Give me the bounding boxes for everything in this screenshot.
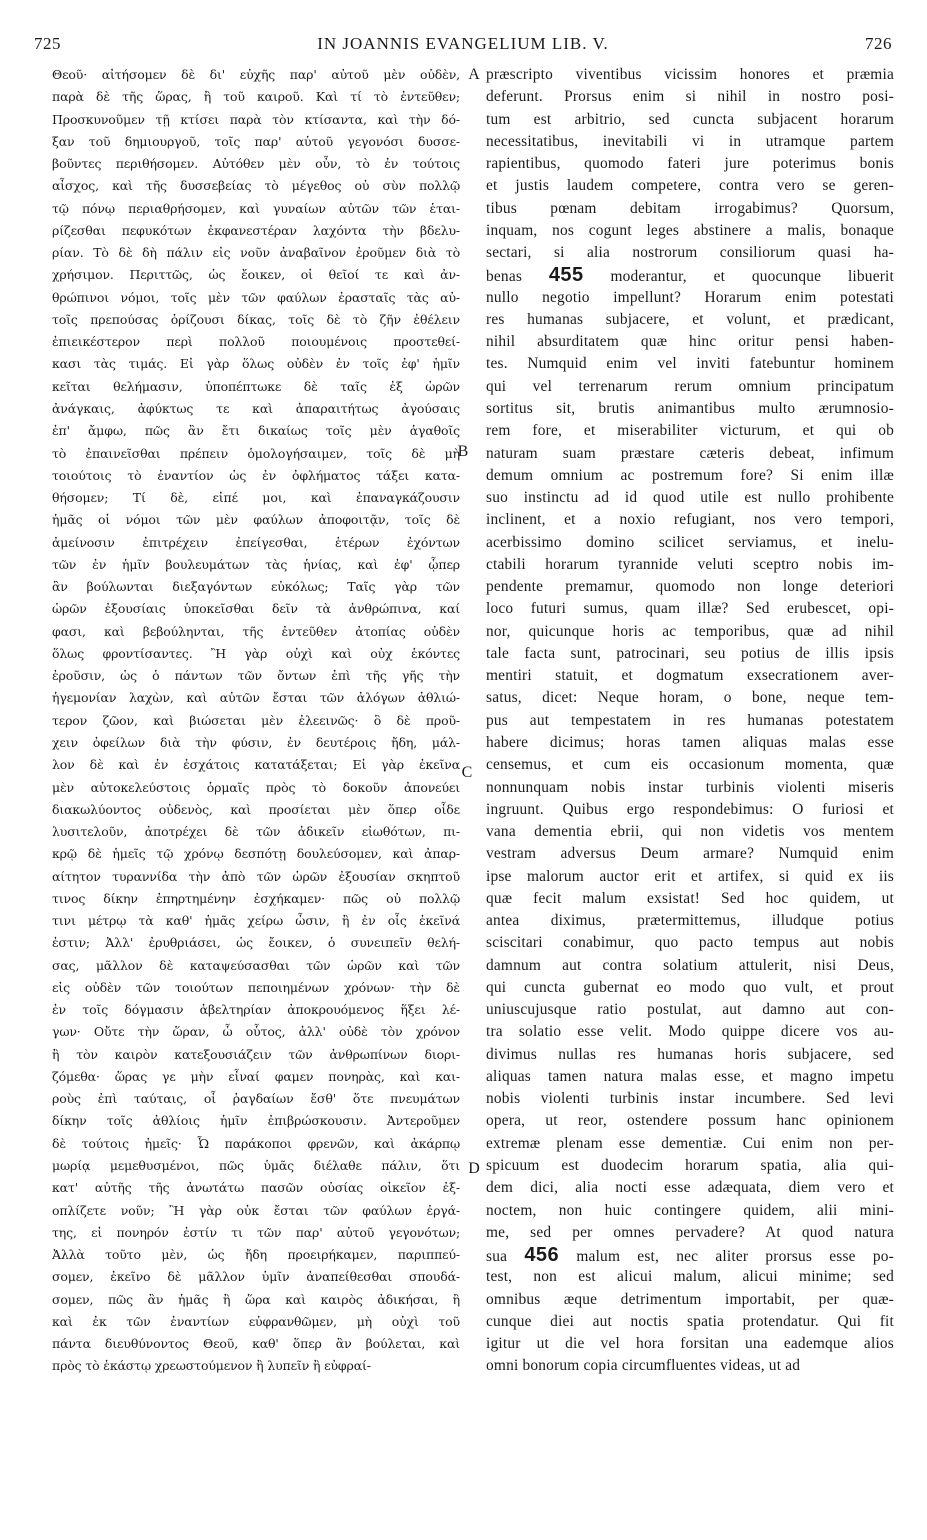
latin-text-line: divimus nullas res humanas horis subjacere, sed [486,1045,894,1063]
latin-text-line: tum est arbitrio, sed cuncta subjacent horarum [486,110,894,128]
greek-text-line: πάντα διευθύνοντος Θεοῦ, καθ' ὅπερ ἂν βούλεται, καὶ [52,1336,460,1352]
greek-text-line: εἰς οὐδὲν τῶν τοιούτων πεποιημένων χρόνων· τὴν δὲ [52,979,460,995]
latin-text-line: habere dicimus; horas tamen aliquas malas esse [486,733,894,751]
latin-text-line: nobis violenti turbinis instar incumbere. Sed levi [486,1090,894,1108]
greek-text-line: σομεν, πῶς ἂν ἡμᾶς ἢ ὥρα καὶ καιρὸς ἀδικήσαι, ἢ [52,1291,460,1307]
greek-text-line: τοῖς πρεπούσας ὁρίζουσι δίκας, τοῖς δὲ τὸ ζῆν ἐθέλειν [52,311,460,327]
page-number-left: 725 [34,34,61,53]
latin-text-line: et justis laudem competere, contra vero se geren- [486,177,894,195]
text-segment: sua [486,1248,525,1266]
greek-text-line: κρῷ δὲ ἡμεῖς τῷ χρόνῳ δεσπότῃ δουλεύσομεν, καὶ ἀπαρ- [52,846,460,862]
greek-text-line: ἐστιν; Ἀλλ' ἐρυθριάσει, ὡς ἔοικεν, ὁ συνειπεῖν θελή- [52,935,460,951]
latin-text-line: pus aut tempestatem in res humanas potestatem [486,711,894,729]
greek-text-line: θήσομεν; Τί δὲ, εἰπέ μοι, καὶ ἐπαναγκάζουσιν [52,490,460,506]
latin-text-line: dem dici, alia nocti esse adæquata, diem vero et [486,1179,894,1197]
latin-text-line: loco futuri sumus, quam illæ? Sed erubescet, opi- [486,600,894,618]
latin-text-line: me, sed per omnes pervadere? At quod natura [486,1223,894,1241]
latin-text-line: noctem, non huic contingere quidem, alii mini- [486,1201,894,1219]
greek-text-line: σας, μᾶλλον δὲ καταψεύσασθαι τῶν ὡρῶν καὶ τῶν [52,957,460,973]
latin-text-line: cunque diei aut noctis spatia protendatur. Qui fit [486,1312,894,1330]
latin-text-line: opera, ut reor, ostendere possum hanc opinionem [486,1112,894,1130]
greek-text-line: πρὸς τὸ ἑκάστῳ χρεωστούμενον ἢ λυπεῖν ἢ εὐφραί- [52,1358,371,1374]
latin-text-line: acerbissimo domino scilicet serviamus, et inelu- [486,533,894,551]
greek-text-line: κασι τὰς τιμάς. Εἰ γὰρ ὅλως οὐδὲν ἐν τοῖς ἐφ' ἡμῖν [52,356,460,372]
latin-text-line: inquam, nos cogunt leges abstinere a malis, bonaque [486,221,894,239]
running-title: IN JOANNIS EVANGELIUM LIB. V. [317,34,609,53]
greek-text-line: κεῖται θελήμασιν, ὑποπέπτωκε δὲ ταῖς ἐξ ὡρῶν [52,378,460,394]
greek-text-line: Ἀλλὰ τοῦτο μὲν, ὡς ἤδη προειρήκαμεν, παριππεύ- [52,1247,460,1263]
latin-text-line: tibus pœnam debitam irrogabimus? Quorsum, [486,199,894,217]
greek-text-line: αίτητον τυραννίδα τὴν ἀπὸ τῶν ὡρῶν ἐξουσίαν σκηπτοῦ [52,868,460,884]
latin-text-line: damnum aut contra solatium attulerit, nisi Deus, [486,956,894,974]
latin-text-line: qui cuncta gubernat eo modo quo vult, et prout [486,978,894,996]
greek-text-line: ἐπιεικέστερον περὶ πολλοῦ ποιουμένοις προστεθεί- [52,334,460,350]
latin-text-line: uniuscujusque ratio postulat, aut damno aut con- [486,1001,894,1019]
latin-text-line [486,264,894,286]
latin-text-line: extremæ plenam esse dementiæ. Cui enim non per- [486,1134,894,1152]
greek-text-line: ἂν βούλωνται διεξαγόντων εὐκόλως; Ταῖς γὰρ τῶν [52,579,460,595]
greek-text-line: κατ' αὐτῆς τῆς ἀνωτάτω πασῶν οὐσίας οἰκεῖον ἐξ- [52,1180,460,1196]
latin-text-line: nor, quicunque horis ac temporibus, quæ ad nihil [486,622,894,640]
latin-text-line: rapientibus, quomodo fateri jure poterimus bonis [486,155,894,173]
latin-text-line: suo instinctu ad id quod utile est nullo prohibente [486,489,894,507]
greek-text-line: ξαν τοῦ δημιουργοῦ, τοῖς παρ' αὐτοῦ γεγονόσι δυσσε- [52,133,460,149]
section-letter-d: D [468,1160,480,1177]
text-segment: moderantur, et quocunque libuerit [583,268,894,286]
latin-text-line: censemus, et cum eis occasionum momenta, quæ [486,756,894,774]
latin-text-line: quæ fecit malum exsistat! Sed hoc quidem, ut [486,889,894,907]
latin-text-line [486,1244,894,1266]
latin-text-line: test, non est alicui malum, alicui minime; sed [486,1268,894,1286]
greek-text-line: τινι μέτρῳ τὰ καθ' ἡμᾶς χείρω ὦσιν, ἢ ἐν οἷς ἐκεῖνά [52,913,460,929]
latin-text-line: inclinent, et a noxio refugiant, nos vero tempori, [486,511,894,529]
greek-text-line: ἐπ' ἄμφω, πῶς ἂν ἔτι δικαίως τοῖς μὲν ἀγαθοῖς [52,423,460,439]
latin-text-line: tes. Numquid enim vel inviti fatebuntur hominem [486,355,894,373]
greek-text-line: σομεν, ἐκεῖνο δὲ μᾶλλον ὑμῖν ἀναπείθεσθαι σπουδά- [52,1269,460,1285]
greek-text-line: ἡμᾶς οἱ νόμοι τῶν μὲν φαύλων ἀποφοιτᾷν, τοῖς δὲ [52,512,460,528]
latin-text-line: aliquas tamen natura malas esse, et magno impetu [486,1067,894,1085]
latin-text-line: omnibus æque detrimentum importabit, per quæ- [486,1290,894,1308]
latin-text-line: tale facta sunt, patrocinari, seu potius de illis ipsis [486,644,894,662]
greek-text-line: φασι, καὶ βεβούληνται, τῆς ἐντεῦθεν ἀτοπίας οὐδὲν [52,623,460,639]
section-letter-b: B [457,443,469,460]
latin-text-line: vana dementia ebrii, qui non videtis vos mentem [486,823,894,841]
column-number-marker: 455 [548,264,584,287]
latin-text-line: rem fore, et miserabiliter victurum, et qui ob [486,422,894,440]
latin-text-line: sectari, si alia nostrorum consiliorum quasi ha- [486,244,894,262]
greek-text-line: ἀνάγκαις, ἀφύκτως τε καὶ ἀπαραιτήτως ἀγούσαις [52,400,460,416]
greek-text-line: δίκην τοῖς ἀθλίοις ἡμῖν ἐπιβρώσκουσιν. Ἀντεροῦμεν [52,1113,460,1129]
greek-text-line: ἢ τὸν καιρὸν κατεξουσιάζειν τῶν ἀνθρωπίνων διορι- [52,1046,460,1062]
greek-text-line: καὶ ἐκ τῶν ἐναντίων εὐφρανθῶμεν, μὴ οὐχὶ τοῦ [52,1313,460,1329]
latin-text-line: qui vel terrenarum rerum omnium principatum [486,377,894,395]
greek-text-line: ρίζεσθαι πεφυκότων ἐκφανεστέραν λαχόντα τὴν βδελυ- [52,222,460,238]
greek-text-line: βοῦντες περιθήσομεν. Αὐτόθεν μὲν οὖν, τὸ ἐν τούτοις [52,156,460,172]
greek-text-line: αἶσχος, καὶ τῆς δυσσεβείας τὸ μέγεθος οὐ σὺν πολλῷ [52,178,460,194]
greek-text-line: Προσκυνοῦμεν τῇ κτίσει παρὰ τὸν κτίσαντα, καὶ τὴν δό- [52,111,460,127]
greek-text-line: χρήσιμον. Περιττῶς, ὡς ἔοικεν, οἱ θεῖοί τε καὶ ἀν- [52,267,460,283]
latin-text-line: naturam suam præstare cæteris debeat, infimum [486,444,894,462]
text-segment: benas [486,268,549,286]
latin-text-line: nonnunquam nobis instar turbinis violenti miseris [486,778,894,796]
latin-text-line: spicuum est duodecim horarum spatia, alia qui- [486,1157,894,1175]
running-header [34,34,892,58]
latin-text-line: præscripto viventibus vicissim honores et præmia [486,66,894,83]
greek-text-line: της, εἰ πονηρόν ἐστίν τι τῶν παρ' αὐτοῦ γεγονότων; [52,1224,460,1240]
greek-text-line: ἐροῦσιν, ὡς ὁ πάντων τῶν ὄντων ἐπὶ τῆς γῆς τὴν [52,668,460,684]
greek-text-line: δὲ τούτοις ἡμεῖς· Ὦ παράκοποι φρενῶν, καὶ ἀκάρπῳ [52,1135,460,1151]
greek-text-line: διακωλύοντος οὐδενὸς, καὶ προσίεται μὲν ὅπερ οἶδε [52,801,460,817]
greek-text-line: ρίαν. Τὸ δὲ δὴ πάλιν εἰς νοῦν ἀναβαῖνον ἐροῦμεν διὰ τὸ [52,245,460,261]
greek-text-line: Θεοῦ· αἰτήσομεν δὲ δι' εὐχῆς παρ' αὐτοῦ μὲν οὐδὲν, [52,67,460,82]
page-number-right: 726 [865,34,892,53]
greek-text-line: τὸ ἐπαινεῖσθαι πρέπειν ὁμολογήσαιμεν, τοῖς δὲ μὴ [52,445,460,461]
greek-text-column [52,64,460,1378]
greek-text-line: ἀμείνοσιν ἐπιτρέχειν ἐπείγεσθαι, ἑτέρων ἐχόντων [52,534,460,550]
latin-text-line: pendente premamur, quomodo non longe deteriori [486,578,894,596]
latin-text-line: antea diximus, prætermittemus, illudque potius [486,912,894,930]
greek-text-line: ἐν τοῖς δόγμασιν ἀβελτηρίαν ἀποκρουόμενος ἥξει λέ- [52,1002,460,1018]
greek-text-line: τῷ πόνῳ περιαθρήσομεν, καὶ γυναίων αὐτῶν τῶν ἑται- [52,200,460,216]
latin-text-line: res humanas subjacere, et volunt, et prædicant, [486,310,894,328]
latin-text-line: sortitus sit, brutis animantibus multo ærumnosio- [486,399,894,417]
greek-text-line: μωρίᾳ μεμεθυσμένοι, πῶς ὑμᾶς διέλαθε πάλιν, ὅτι [52,1158,460,1174]
latin-text-line: ipse malorum auctor erit et artifex, si quid ex iis [486,867,894,885]
greek-text-line: τῶν ἐν ἡμῖν βουλευμάτων τὰς ἡνίας, καὶ ἐφ' ᾧπερ [52,556,460,572]
greek-text-line: ἡγεμονίαν λαχὼν, καὶ αὐτῶν ἔσται τῶν ἀλόγων ἀθλιώ- [52,690,460,706]
text-segment: malum est, nec aliter prorsus esse po- [559,1248,894,1266]
latin-text-line: igitur ut die vel hora forsitan una eademque alios [486,1335,894,1353]
greek-text-line: τινος δίκην ἐπηρτημένην ἐσχήκαμεν· πῶς οὐ πολλῷ [52,890,460,906]
latin-text-line: vestram adversus Deum armare? Numquid enim [486,845,894,863]
latin-text-line: ingruunt. Quibus ergo respondebimus: O furiosi et [486,800,894,818]
latin-text-line: satus, dicet: Neque horam, o bone, neque tem- [486,689,894,707]
greek-text-line: χειν ὀφείλων διὰ τὴν φύσιν, ἐν δευτέροις ἤδη, μάλ- [52,734,460,750]
latin-text-line: nullo negotio impellunt? Horarum enim potestati [486,288,894,306]
latin-text-line: mentiri statuit, et dogmatum exsecrationem aver- [486,667,894,685]
greek-text-line: παρὰ δὲ τῆς ὥρας, ἢ τοῦ καιροῦ. Καὶ τί τὸ ἐντεῦθεν; [52,89,460,105]
latin-text-line: sciscitari conabimur, quo pacto tempus aut nobis [486,934,894,952]
greek-text-line: τερον ζῶον, καὶ βιώσεται μὲν ἐλεεινῶς· ὃ δὲ προῦ- [52,712,460,728]
latin-text-line: ctabili horarum tyrannide veluti sceptro nobis im- [486,555,894,573]
column-number-marker: 456 [524,1244,560,1267]
greek-text-line: ροὺς ἐπὶ ταύταις, οἷ ῥαγδαίων ἔσθ' ὅτε πνευμάτων [52,1091,460,1107]
greek-text-line: ὅλως φροντίσαντες. Ἢ γὰρ οὐχὶ καὶ οὐχ ἑκόντες [52,645,460,661]
greek-text-line: τοιούτοις τὸ ἐναντίον ὡς ἐν ὀφλήματος τάξει κατα- [52,467,460,483]
greek-text-line: λυσιτελοῦν, ἀποτρέχει δὲ τῶν ἀδικεῖν εἰωθότων, πι- [52,824,460,840]
greek-text-line: θρώπινοι νόμοι, τοῖς μὲν τῶν φαύλων ἐρασταῖς τὰς αὐ- [52,289,460,305]
greek-text-line: γων· Οὔτε τὴν ὥραν, ὦ οὗτος, ἀλλ' οὐδὲ τὸν χρόνον [52,1024,460,1040]
section-letter-a: A [468,66,480,83]
section-letter-c: C [461,764,473,781]
greek-text-line: ὡρῶν ἐξουσίαις ὑποκεῖσθαι δεῖν τὰ ἀνθρώπινα, καί [52,601,460,617]
latin-text-line: tra solatio esse velit. Modo quippe dicere vos au- [486,1023,894,1041]
greek-text-line: λον δὲ καὶ ἐν ἐσχάτοις κατατάξεται; Εἰ γὰρ ἐκεῖνα [52,757,460,773]
latin-text-line: nihil absurditatem quæ hinc oritur pensi haben- [486,333,894,351]
latin-text-line: deferunt. Prorsus enim si nihil in nostro posi- [486,88,894,106]
latin-text-line: omni bonorum copia circumfluentes videas, ut ad [486,1357,801,1375]
greek-text-line: μὲν αὐτοκελεύστοις ὁρμαῖς πρὸς τὸ δοκοῦν ἀπονεύει [52,779,460,795]
greek-text-line: οπλίζετε νοῦν; Ἢ γὰρ οὐκ ἔσται τῶν φαύλων ἐργά- [52,1202,460,1218]
greek-text-line: ζόμεθα· ὥρας γε μὴν εἶναί φαμεν πονηρὰς, καὶ και- [52,1068,460,1084]
latin-text-line: necessitatibus, inevitabili vi in utramque partem [486,132,894,150]
latin-text-column [486,64,894,1378]
latin-text-line: demum omnium ac postremum fore? Si enim illæ [486,466,894,484]
